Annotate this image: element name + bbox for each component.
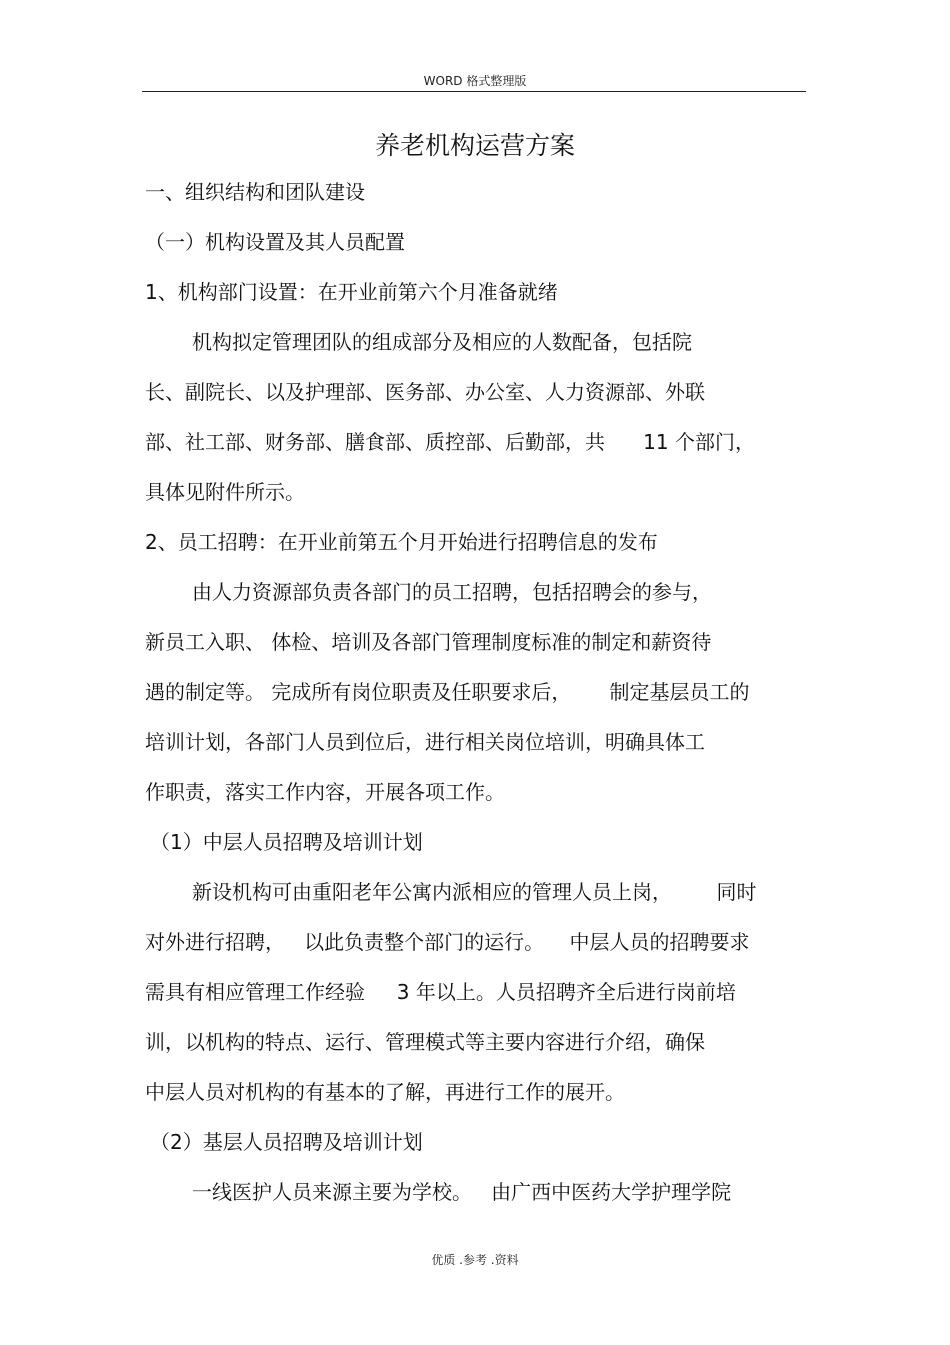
paragraph-line: 中层人员对机构的有基本的了解，再进行工作的展开。 bbox=[145, 1080, 625, 1104]
item-heading-1: 1、机构部门设置：在开业前第六个月准备就绪 bbox=[145, 280, 558, 304]
paragraph-line: 机构拟定管理团队的组成部分及相应的人数配备，包括院 bbox=[192, 330, 692, 354]
item-heading-2: 2、员工招聘：在开业前第五个月开始进行招聘信息的发布 bbox=[145, 530, 658, 554]
paragraph-line: 部、社工部、财务部、膳食部、质控部、后勤部，共 11 个部门， bbox=[145, 430, 755, 454]
document-title: 养老机构运营方案 bbox=[374, 131, 575, 160]
paragraph-line: 一线医护人员来源主要为学校。 由广西中医药大学护理学院 bbox=[192, 1180, 732, 1204]
paragraph-line: 对外进行招聘， 以此负责整个部门的运行。 中层人员的招聘要求 bbox=[145, 930, 750, 954]
paragraph-line: 由人力资源部负责各部门的员工招聘，包括招聘会的参与， bbox=[192, 580, 712, 604]
header-divider bbox=[142, 91, 806, 92]
paragraph-line: 具体见附件所示。 bbox=[145, 480, 305, 504]
subsection-heading-1: （一）机构设置及其人员配置 bbox=[145, 230, 405, 254]
section-heading-1: 一、组织结构和团队建设 bbox=[145, 180, 365, 204]
paragraph-line: 新员工入职、 体检、培训及各部门管理制度标准的制定和薪资待 bbox=[145, 630, 712, 654]
page-footer: 优质 .参考 .资料 bbox=[431, 1253, 519, 1267]
paragraph-line: 作职责，落实工作内容，开展各项工作。 bbox=[145, 780, 505, 804]
subitem-heading-2: （2）基层人员招聘及培训计划 bbox=[150, 1130, 423, 1154]
paragraph-line: 需具有相应管理工作经验 3 年以上。人员招聘齐全后进行岗前培 bbox=[145, 980, 736, 1004]
paragraph-line: 新设机构可由重阳老年公寓内派相应的管理人员上岗， 同时 bbox=[192, 880, 757, 904]
paragraph-line: 长、副院长、以及护理部、医务部、办公室、人力资源部、外联 bbox=[145, 380, 705, 404]
page-header: WORD 格式整理版 bbox=[423, 74, 527, 88]
subitem-heading-1: （1）中层人员招聘及培训计划 bbox=[150, 830, 423, 854]
paragraph-line: 遇的制定等。 完成所有岗位职责及任职要求后， 制定基层员工的 bbox=[145, 680, 750, 704]
paragraph-line: 培训计划，各部门人员到位后，进行相关岗位培训，明确具体工 bbox=[145, 730, 705, 754]
paragraph-line: 训，以机构的特点、运行、管理模式等主要内容进行介绍，确保 bbox=[145, 1030, 705, 1054]
